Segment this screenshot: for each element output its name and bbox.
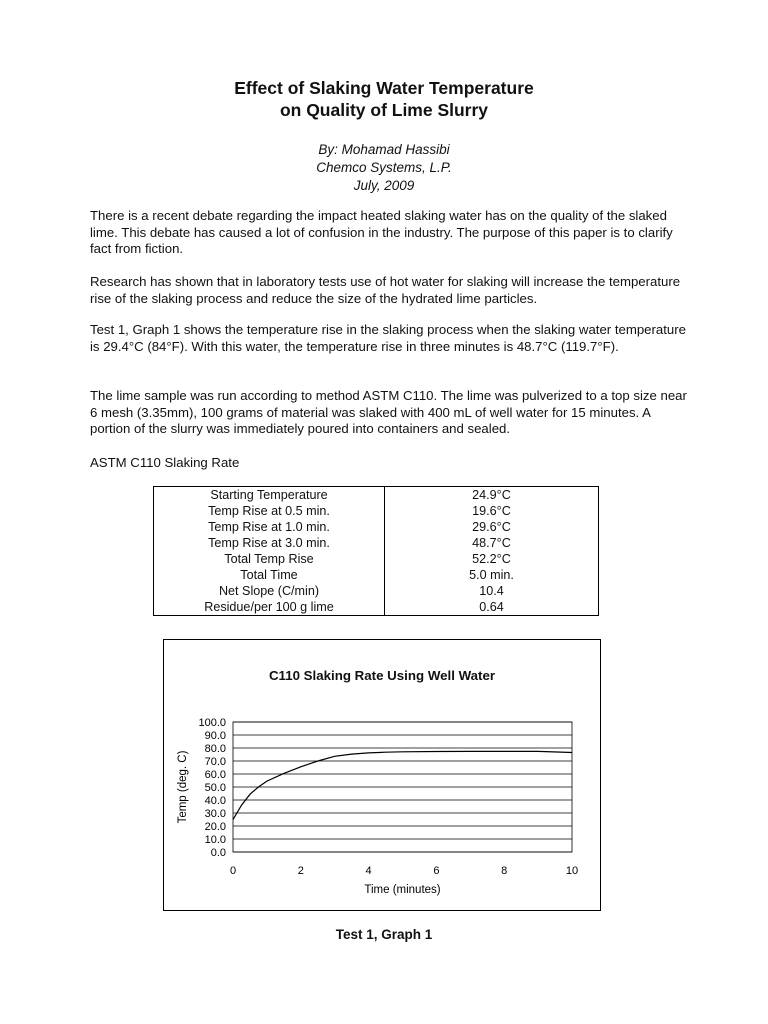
chart-container (163, 639, 601, 911)
table-row (154, 503, 599, 519)
paragraph-research: Research has shown that in laboratory tests use of hot water for slaking will increase the temperature rise of the slaking process and reduce the size of the hydrated lime particles. (90, 274, 681, 306)
x-tick-label: 2 (297, 865, 304, 877)
table-cell-value: 29.6°C (385, 519, 599, 535)
chart-plot (164, 640, 600, 910)
paragraph-test1: Test 1, Graph 1 shows the temperature rise in the slaking process when the slaking water temperature is 29.4°C (84°F). With this water, the temperature rise in three minutes is 48.7°C (119.7°F). (90, 322, 686, 354)
y-tick-label: 50.0 (204, 782, 226, 794)
y-tick-label: 100.0 (198, 717, 226, 729)
y-tick-label: 20.0 (204, 821, 226, 833)
y-tick-label: 80.0 (204, 743, 226, 755)
table-row (154, 567, 599, 583)
table-cell-value: 24.9°C (385, 487, 599, 504)
y-tick-label: 40.0 (204, 795, 226, 807)
chart-title: C110 Slaking Rate Using Well Water (268, 668, 496, 683)
table-cell-label: Net Slope (C/min) (154, 583, 385, 599)
table-cell-label: Starting Temperature (154, 487, 385, 504)
table-row (154, 487, 599, 504)
slaking-rate-table (153, 486, 599, 616)
table-cell-value: 0.64 (385, 599, 599, 616)
paragraph-intro: There is a recent debate regarding the impact heated slaking water has on the quality of the slaked lime. This debate has caused a lot of confusion in the industry. The purpose of this paper is to clarify fact from fiction. (90, 208, 673, 257)
table-cell-value: 48.7°C (385, 535, 599, 551)
table-cell-label: Temp Rise at 1.0 min. (154, 519, 385, 535)
table-cell-label: Residue/per 100 g lime (154, 599, 385, 616)
x-tick-label: 4 (365, 865, 372, 877)
y-axis-label: Temp (deg. C) (177, 750, 189, 824)
paragraph-method: The lime sample was run according to method ASTM C110. The lime was pulverized to a top size near 6 mesh (3.35mm), 100 grams of material was slaked with 400 mL of well water for 15 minutes. A portion of the slurry was immediately poured into containers and sealed. (90, 388, 687, 437)
series-line (233, 751, 572, 819)
date-line: July, 2009 (353, 178, 415, 193)
table-row (154, 583, 599, 599)
y-tick-label: 70.0 (204, 756, 226, 768)
x-tick-label: 6 (433, 865, 440, 877)
document-title-line-1: Effect of Slaking Water Temperature (234, 78, 534, 98)
y-tick-label: 60.0 (204, 769, 226, 781)
y-tick-label: 0.0 (210, 847, 226, 859)
table-cell-value: 52.2°C (385, 551, 599, 567)
x-tick-label: 0 (229, 865, 237, 877)
x-tick-label: 8 (501, 865, 508, 877)
table-cell-label: Total Temp Rise (154, 551, 385, 567)
table-row (154, 535, 599, 551)
table-cell-value: 5.0 min. (385, 567, 599, 583)
table-cell-value: 19.6°C (385, 503, 599, 519)
table-cell-label: Temp Rise at 0.5 min. (154, 503, 385, 519)
x-axis-label: Time (minutes) (364, 884, 441, 896)
table-cell-value: 10.4 (385, 583, 599, 599)
document-title-line-2: on Quality of Lime Slurry (279, 100, 489, 120)
table-row (154, 519, 599, 535)
table-cell-label: Total Time (154, 567, 385, 583)
y-tick-label: 10.0 (204, 834, 226, 846)
graph-caption: Test 1, Graph 1 (335, 927, 433, 942)
table-caption: ASTM C110 Slaking Rate (90, 455, 240, 470)
y-tick-label: 30.0 (204, 808, 226, 820)
table-cell-label: Temp Rise at 3.0 min. (154, 535, 385, 551)
x-tick-label: 10 (565, 865, 579, 877)
y-tick-label: 90.0 (204, 730, 226, 742)
author-line: By: Mohamad Hassibi (318, 142, 450, 157)
table-row (154, 551, 599, 567)
company-line: Chemco Systems, L.P. (316, 160, 452, 175)
table-row (154, 599, 599, 616)
